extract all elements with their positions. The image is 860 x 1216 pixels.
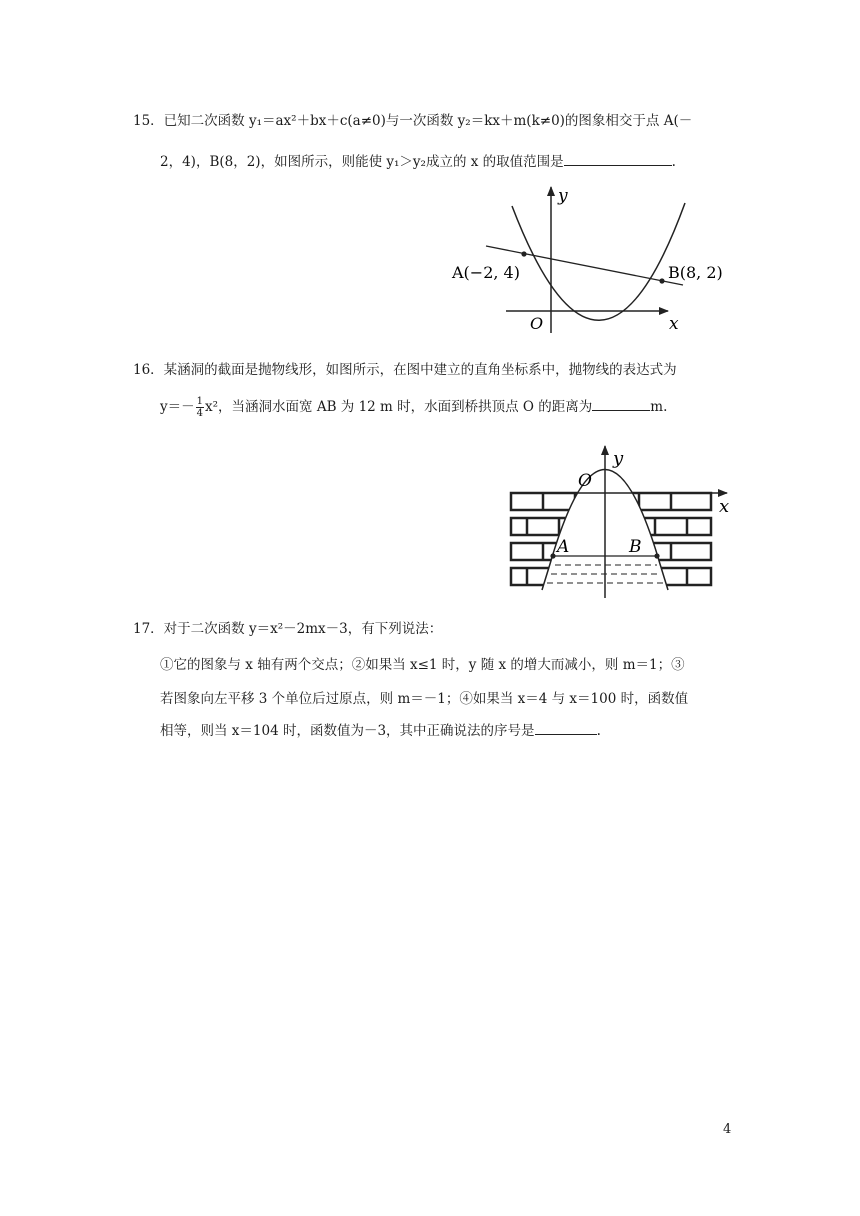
q15-label-a: A(−2, 4) [452,263,520,282]
q15-line1: 15．已知二次函数 y₁＝ax²＋bx＋c(a≠0)与一次函数 y₂＝kx＋m(k≠0)的图象相交于点 A(－ [133,113,693,129]
answer-blank-16[interactable] [592,396,650,411]
q16-label-b: B [629,537,642,557]
q15-label-b: B(8, 2) [668,263,723,282]
q15-label-x: x [669,314,679,334]
q16-label-x: x [719,496,730,517]
q16-point-b [654,553,659,558]
q17-line2: ①它的图象与 x 轴有两个交点；②如果当 x≤1 时，y 随 x 的增大而减小，则 m＝1；③ [160,657,685,673]
q15-label-o: O [530,314,544,333]
answer-blank-17[interactable] [535,720,597,735]
q16-label-y: y [613,448,624,469]
q15-parabola [512,203,685,320]
q15-label-y: y [558,186,568,206]
q15-point-b [659,278,664,283]
q16-line2: y＝－ $\frac{1}{4}$ x²，当涵洞水面宽 AB 为 12 m 时，水面到桥拱顶点 O 的距离为 m. [160,396,668,419]
q16-line1: 16．某涵洞的截面是抛物线形，如图所示，在图中建立的直角坐标系中，抛物线的表达式为 [133,362,677,378]
water-lines [547,565,665,583]
q15-figure [440,183,740,343]
q16-point-a [550,553,555,558]
q17-line4: 相等，则当 x＝104 时，函数值为－3，其中正确说法的序号是 . [160,720,601,740]
q17-line1: 17．对于二次函数 y＝x²－2mx－3，有下列说法： [133,621,443,637]
page-number: 4 [723,1122,732,1137]
fraction: $\frac{1}{4}$ [196,396,204,419]
answer-blank-15[interactable] [564,151,672,166]
q15-line2: 2，4)，B(8，2)，如图所示，则能使 y₁＞y₂成立的 x 的取值范围是 . [160,151,676,171]
q16-label-a: A [557,537,570,557]
q15-point-a [521,251,526,256]
q16-figure [505,440,745,610]
q16-label-o: O [578,471,592,491]
brick-wall [511,493,711,585]
q17-line3: 若图象向左平移 3 个单位后过原点，则 m＝－1；④如果当 x＝4 与 x＝100 时，函数值 [160,691,689,707]
